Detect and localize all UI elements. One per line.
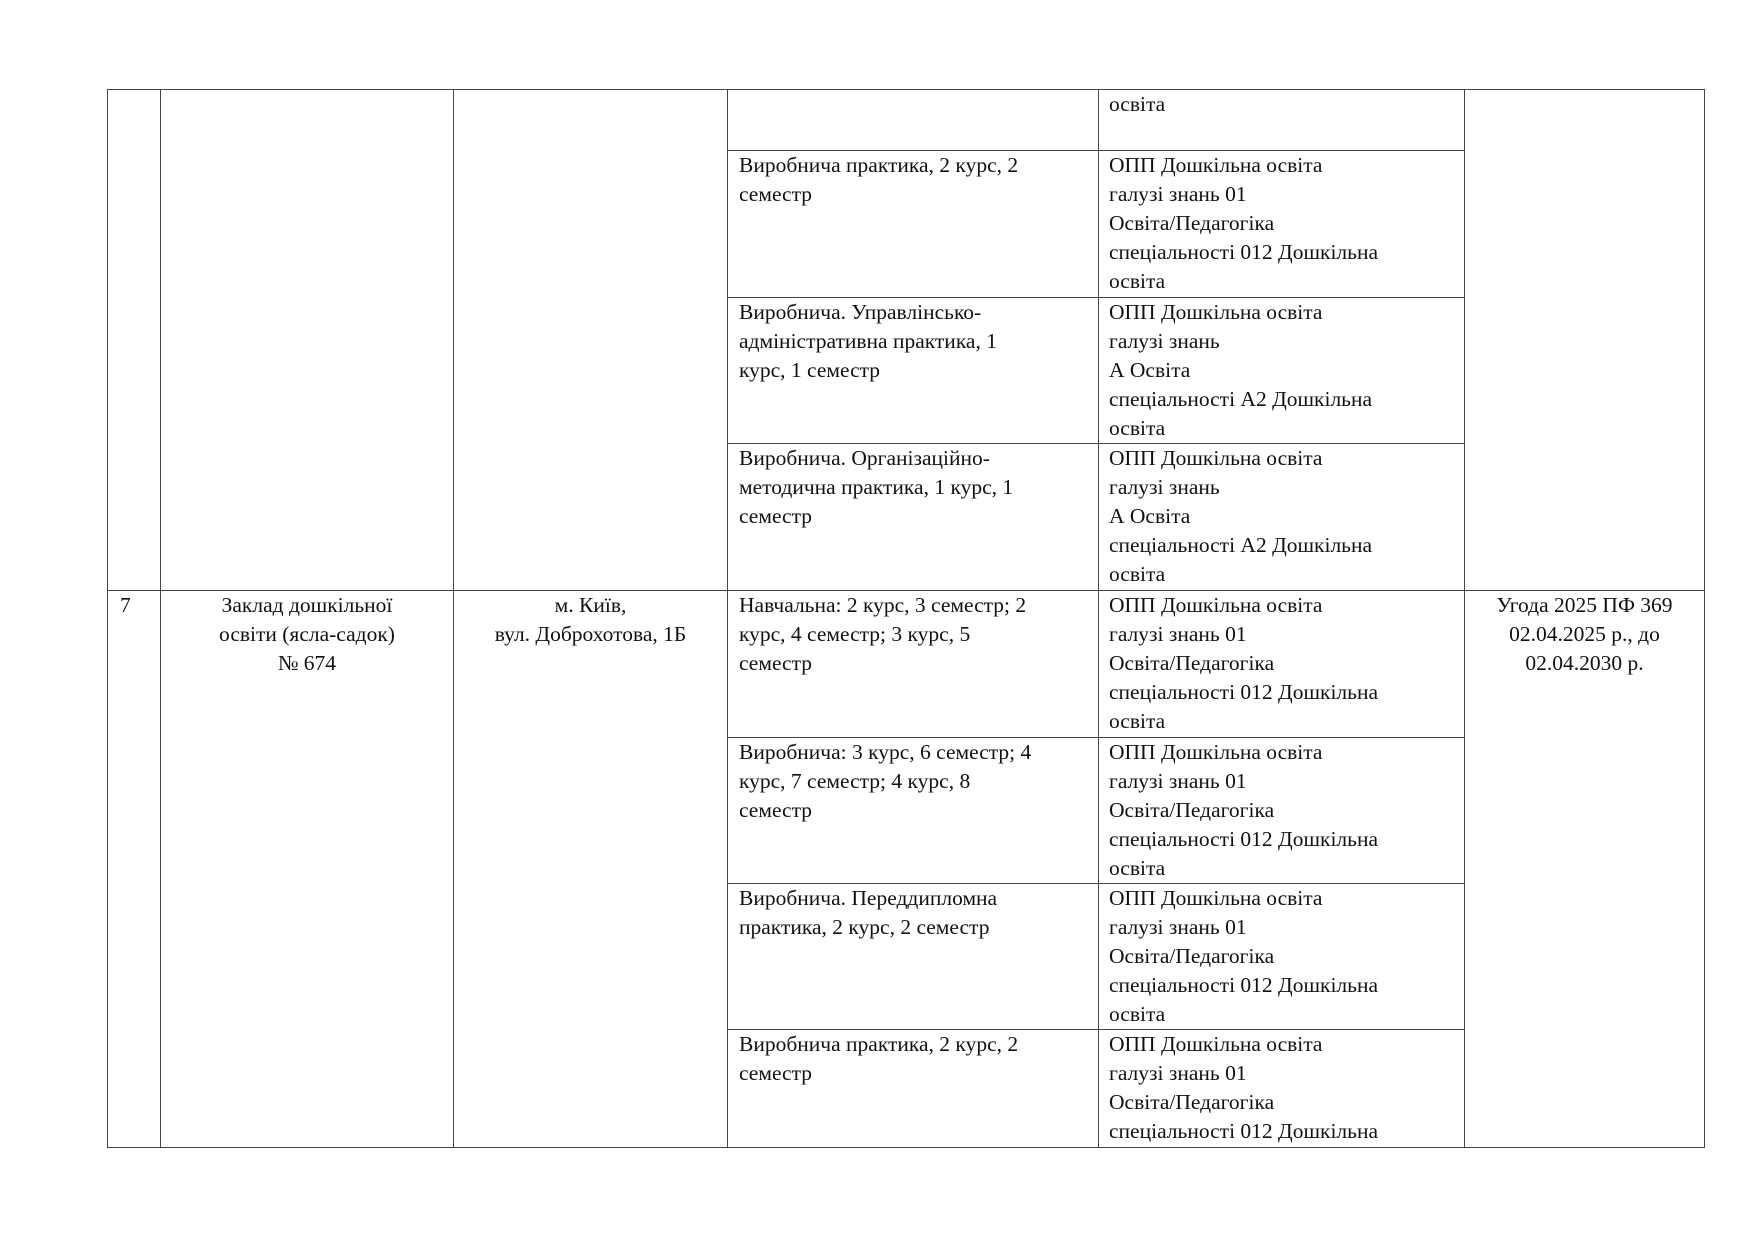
program-cell xyxy=(1099,884,1465,1030)
institution-name-cell xyxy=(161,591,454,1148)
program-cell xyxy=(1099,591,1465,738)
program-description: ОПП Дошкільна освіта галузі знань 01 Освіта/Педагогіка спеціальності 012 Дошкільна освіта xyxy=(1109,153,1379,293)
practice-type: Навчальна: 2 курс, 3 семестр; 2 курс, 4 семестр; 3 курс, 5 семестр xyxy=(739,593,1027,675)
entry-number: 7 xyxy=(120,593,131,617)
practice-type: Виробнича практика, 2 курс, 2 семестр xyxy=(739,1032,1019,1085)
program-description: ОПП Дошкільна освіта галузі знань 01 Освіта/Педагогіка спеціальності 012 Дошкільна освіта xyxy=(1109,593,1379,733)
practice-bases-table xyxy=(107,89,1705,1148)
program-cell xyxy=(1099,738,1465,884)
practice-cell xyxy=(728,444,1099,591)
practice-cell xyxy=(728,1030,1099,1148)
program-cell xyxy=(1099,1030,1465,1148)
practice-type: Виробнича практика, 2 курс, 2 семестр xyxy=(739,153,1019,206)
institution-name-cell xyxy=(161,90,454,591)
program-description: ОПП Дошкільна освіта галузі знань 01 Освіта/Педагогіка спеціальності 012 Дошкільна освіта xyxy=(1109,886,1379,1026)
entry-number-cell xyxy=(108,591,161,1148)
institution-name: Заклад дошкільної освіти (ясла-садок) № 674 xyxy=(219,593,395,675)
program-description: освіта xyxy=(1109,92,1166,116)
practice-type: Виробнича: 3 курс, 6 семестр; 4 курс, 7 семестр; 4 курс, 8 семестр xyxy=(739,740,1032,822)
practice-cell xyxy=(728,151,1099,298)
practice-cell xyxy=(728,591,1099,738)
institution-address-cell xyxy=(454,591,728,1148)
agreement-cell xyxy=(1465,591,1705,1148)
entry-number-cell xyxy=(108,90,161,591)
program-description: ОПП Дошкільна освіта галузі знань А Освіта спеціальності А2 Дошкільна освіта xyxy=(1109,446,1373,586)
practice-cell xyxy=(728,884,1099,1030)
practice-type: Виробнича. Переддипломна практика, 2 курс, 2 семестр xyxy=(739,886,998,939)
agreement-text: Угода 2025 ПФ 369 02.04.2025 р., до 02.04.2030 р. xyxy=(1496,593,1673,675)
practice-cell xyxy=(728,738,1099,884)
agreement-cell xyxy=(1465,90,1705,591)
practice-cell xyxy=(728,298,1099,444)
practice-type: Виробнича. Організаційно- методична практика, 1 курс, 1 семестр xyxy=(739,446,1014,528)
program-description: ОПП Дошкільна освіта галузі знань 01 Освіта/Педагогіка спеціальності 012 Дошкільна освіта xyxy=(1109,740,1379,880)
practice-type: Виробнича. Управлінсько- адміністративна практика, 1 курс, 1 семестр xyxy=(739,300,997,382)
program-description: ОПП Дошкільна освіта галузі знань 01 Освіта/Педагогіка спеціальності 012 Дошкільна xyxy=(1109,1032,1379,1143)
institution-address-cell xyxy=(454,90,728,591)
practice-cell xyxy=(728,90,1099,151)
program-cell xyxy=(1099,90,1465,151)
program-cell xyxy=(1099,298,1465,444)
program-cell xyxy=(1099,444,1465,591)
table-row xyxy=(108,591,1705,738)
institution-address: м. Київ, вул. Доброхотова, 1Б xyxy=(494,593,687,646)
table-row xyxy=(108,90,1705,151)
program-cell xyxy=(1099,151,1465,298)
program-description: ОПП Дошкільна освіта галузі знань А Освіта спеціальності А2 Дошкільна освіта xyxy=(1109,300,1373,440)
